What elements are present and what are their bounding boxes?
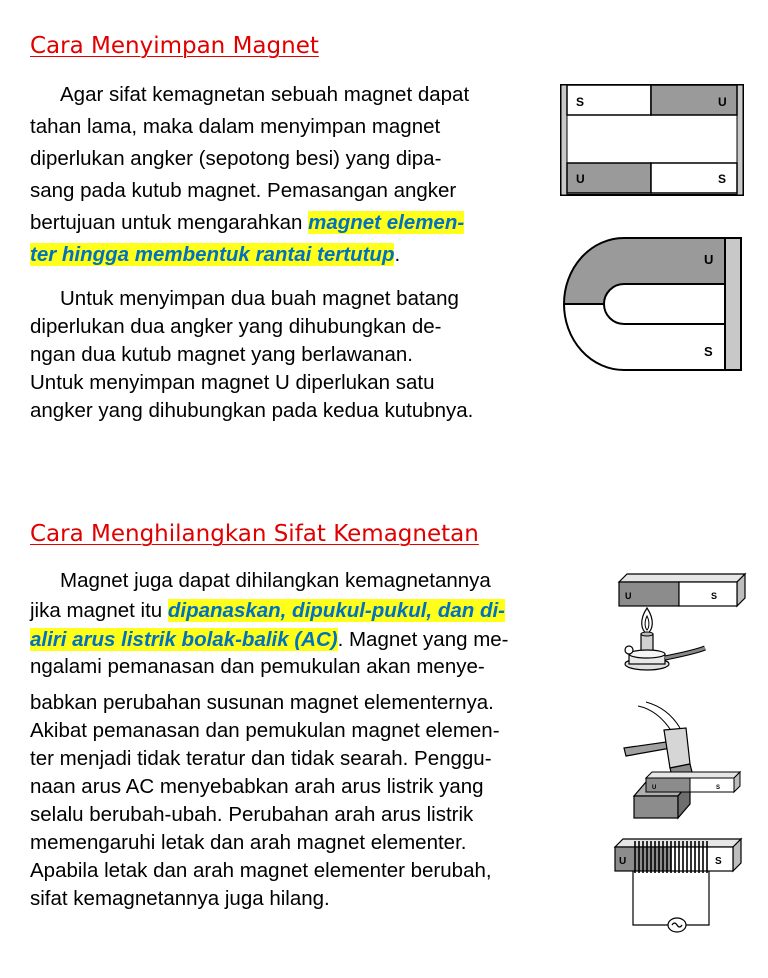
paragraph-line: memengaruhi letak dan arah magnet elementer. xyxy=(30,831,467,854)
paragraph-line: Untuk menyimpan magnet U diperlukan satu xyxy=(30,371,435,394)
highlight-text: ter hingga membentuk rantai tertutup xyxy=(30,243,395,266)
hammer-magnet-diagram xyxy=(620,700,748,824)
paragraph-line: ngan dua kutub magnet yang berlawanan. xyxy=(30,343,413,366)
pole-label: U xyxy=(625,591,632,601)
paragraph-line xyxy=(30,208,464,238)
pole-label: U xyxy=(576,172,585,186)
paragraph-line: Untuk menyimpan dua buah magnet batang xyxy=(60,287,459,310)
hammer-icon xyxy=(624,728,692,776)
pole-label: S xyxy=(715,856,722,867)
paragraph-line: Akibat pemanasan dan pemukulan magnet elemen- xyxy=(30,719,500,742)
pole-label: U xyxy=(619,856,627,867)
paragraph-line xyxy=(30,240,400,270)
paragraph-line: Apabila letak dan arah magnet elementer berubah, xyxy=(30,859,492,882)
paragraph-line: ter menjadi tidak teratur dan tidak searah. Penggu- xyxy=(30,747,492,770)
paragraph-line xyxy=(30,596,505,626)
text-span: jika magnet itu xyxy=(30,599,168,622)
paragraph-line: ngalami pemanasan dan pemukulan akan menye- xyxy=(30,655,485,678)
pole-label: S xyxy=(716,785,721,791)
paragraph-line: tahan lama, maka dalam menyimpan magnet xyxy=(30,115,441,138)
paragraph-line: Agar sifat kemagnetan sebuah magnet dapat xyxy=(60,83,470,106)
ac-coil-magnet-diagram xyxy=(613,835,743,941)
paragraph-line: Magnet juga dapat dihilangkan kemagnetannya xyxy=(60,569,491,592)
text-span: . xyxy=(394,243,401,266)
pole-label: S xyxy=(711,591,718,601)
pole-label: U xyxy=(652,785,657,791)
pole-label: U xyxy=(718,95,727,109)
highlight-text: aliri arus listrik bolak-balik (AC) xyxy=(30,628,338,651)
paragraph-line: diperlukan dua angker yang dihubungkan de- xyxy=(30,315,442,338)
paragraph-line: naan arus AC menyebabkan arah arus listrik yang xyxy=(30,775,484,798)
paragraph-line: sang pada kutub magnet. Pemasangan angker xyxy=(30,179,457,202)
pole-label: S xyxy=(704,344,713,359)
heating-magnet-diagram xyxy=(615,572,747,690)
text-span: bertujuan untuk mengarahkan xyxy=(30,211,309,234)
u-magnet-keeper-diagram xyxy=(562,236,744,372)
paragraph-line: babkan perubahan susunan magnet elementernya. xyxy=(30,691,494,714)
text-span: . Magnet yang me- xyxy=(337,628,509,651)
paragraph-line: selalu berubah-ubah. Perubahan arah arus listrik xyxy=(30,803,474,826)
pole-label: S xyxy=(576,95,585,109)
pole-label: S xyxy=(718,172,727,186)
paragraph-line xyxy=(30,625,509,655)
paragraph-line: diperlukan angker (sepotong besi) yang dipa- xyxy=(30,147,442,170)
paragraph-line: sifat kemagnetannya juga hilang. xyxy=(30,887,330,910)
section-heading-store: Cara Menyimpan Magnet xyxy=(30,33,319,59)
highlight-text: dipanaskan, dipukul-pukul, dan di- xyxy=(167,599,506,622)
section-heading-demagnetize: Cara Menghilangkan Sifat Kemagnetan xyxy=(30,521,479,547)
ac-source-icon xyxy=(668,918,686,932)
highlight-text: magnet elemen- xyxy=(308,211,465,234)
bar-magnets-keeper-diagram xyxy=(560,84,744,196)
paragraph-line: angker yang dihubungkan pada kedua kutubnya. xyxy=(30,399,474,422)
pole-label: U xyxy=(704,252,714,267)
